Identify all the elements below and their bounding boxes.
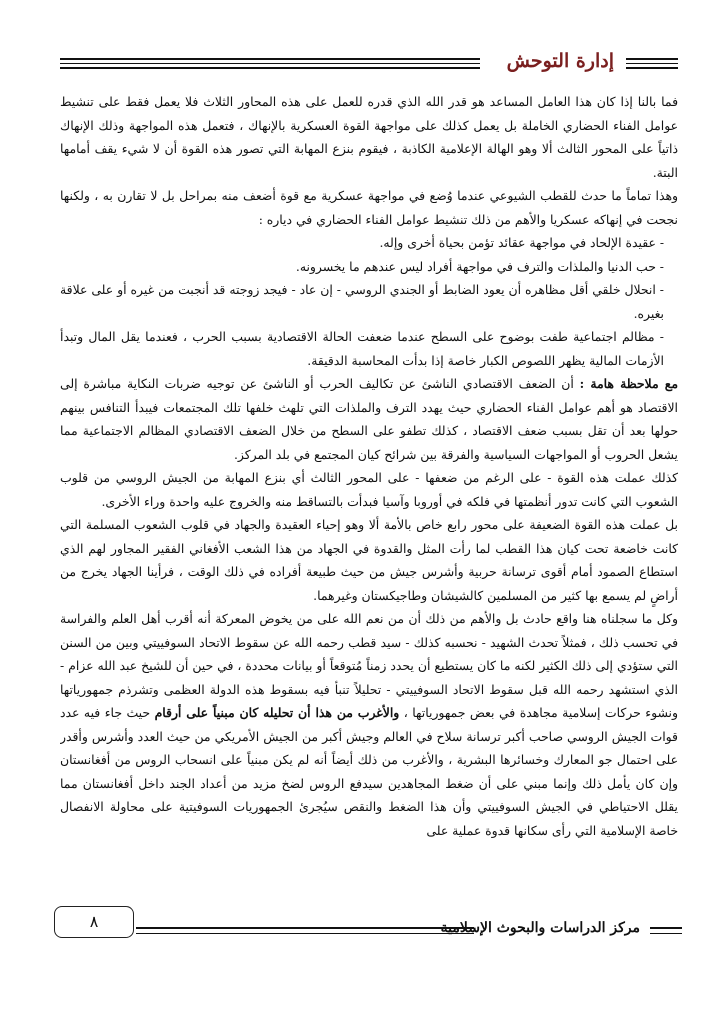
paragraph-5-part-b: حيث جاء فيه عدد قوات الجيش الروسي صاحب أكبر ترسانة سلاح في العالم وجيش أكبر من الجيش الأمريكي من حيث العدد وأشرس وأقدر على احتمال جو المعارك وخسائرها البشرية ، والأغرب من ذلك أيضاً أنه لم يكن مبنياً على انسحاب الروس من أفغانستان وإن كان يأمل ذلك وإنما مبني على أن ضغط المجاهدين سيدفع الروس لضخ مزيد من أعداد الجند داخل أفغانستان مما يقلل الاحتياطي في الجيش السوفييتي وأن هذا الضغط والنقص سيُجرئ الجمهوريات السوفيتية على محاولة الانفصال خاصة الإسلامية التي رأى سكانها قدوة عملية على	[60, 705, 678, 838]
header-rule-left	[60, 58, 480, 69]
paragraph-3: كذلك عملت هذه القوة - على الرغم من ضعفها - على المحور الثالث أي بنزع المهابة من الجيش الروسي من قلوب الشعوب التي كانت تدور أنظمتها في فلكه في أوروبا وآسيا فبدأت بالتساقط منه والخروج عليه واحدة وراء الأخرى.	[60, 470, 678, 509]
paragraph-5-bold: والأغرب من هذا أن تحليله كان مبنياً على أرقام	[154, 705, 400, 720]
page-number: ٨	[54, 906, 134, 938]
header-title: إدارة التوحش	[501, 50, 620, 72]
footer-rule-right	[650, 927, 682, 936]
paragraph-1: فما بالنا إذا كان هذا العامل المساعد هو قدر الله الذي قدره للعمل على هذه المحاور الثلاث فلا يعمل فقط على تنشيط عوامل الفناء الحضاري الخاملة بل يعمل كذلك على مواجهة القوة العسكرية بالإنهاك ، فتعمل هذه المواجهة وذلك الإنهاك ذاتياً على المحور الثالث ألا وهو الهالة الإعلامية الكاذبة ، فيقوم بنزع المهابة التي تصور هذه القوة أن لا شيء يقف أمامها البتة.	[60, 94, 678, 180]
bullet-social-injustice: - مظالم اجتماعية طفت بوضوح على السطح عندما ضعفت الحالة الاقتصادية بسبب الحرب ، فعندما يقل المال وتبدأ الأزمات المالية يظهر اللصوص الكبار خاصة إذا بدأت المحاسبة الدقيقة.	[60, 329, 664, 368]
footer-rule-middle	[136, 927, 474, 936]
publisher-name: مركز الدراسات والبحوث الإسلامية	[440, 920, 640, 936]
page-footer	[52, 900, 682, 960]
page-header	[60, 48, 678, 88]
page-body	[60, 90, 678, 885]
paragraph-5	[60, 607, 678, 842]
important-note-text: أن الضعف الاقتصادي الناشئ عن تكاليف الحرب أو الناشئ عن توجيه ضربات النكاية مباشرة إلى الاقتصاد هو أهم عوامل الفناء الحضاري حيث يهدد الترف والملذات التي تلهث خلفها تلك المجتمعات فيبدأ التنافس بينهم حولها بعد أن تقل بسبب ضعف الاقتصاد ، كذلك تطفو على السطح من خلال الضعف الاقتصادي المظالم الاجتماعية مما يشعل الحروب أو المواجهات السياسية والفرقة بين شرائح كيان المجتمع في بلد المركز.	[60, 376, 678, 462]
paragraph-2: وهذا تماماً ما حدث للقطب الشيوعي عندما وُضع في مواجهة عسكرية مع قوة أضعف منه بمراحل بل لا تقارن به ، ولكنها نجحت في إنهاكه عسكريا والأهم من ذلك تنشيط عوامل الفناء الحضاري في دياره :	[60, 188, 678, 227]
paragraph-5-part-a: وكل ما سجلناه هنا واقع حادث بل والأهم من ذلك أن من نعم الله على من يخوض المعركة أنه أقرب أهل العلم والفراسة في تحسب ذلك ، فمثلاً تحدث الشهيد - نحسبه كذلك - سيد قطب رحمه الله عن سقوط الاتحاد السوفييتي وبين من السنن التي ستؤدي إلى ذلك الكثير لكنه ما كان يستطيع أن يحدد زمناً مُتوقعاً أو بيانات محددة ، في حين أن للشيخ عبد الله عزام - الذي استشهد رحمه الله قبل سقوط الاتحاد السوفييتي - تحليلاً تنبأ فيه بسقوط هذه الدولة العظمى وتشرذم جمهورياتها ونشوء حركات إسلامية مجاهدة في بعض جمهورياتها ،	[60, 611, 678, 720]
bullet-atheism: - عقيدة الإلحاد في مواجهة عقائد تؤمن بحياة أخرى وإله.	[379, 235, 664, 250]
bullet-worldly-love: - حب الدنيا والملذات والترف في مواجهة أفراد ليس عندهم ما يخسرونه.	[295, 258, 664, 274]
important-note-label: مع ملاحظة هامة :	[579, 376, 678, 391]
paragraph-4: بل عملت هذه القوة الضعيفة على محور رابع خاص بالأمة ألا وهو إحياء العقيدة والجهاد في قلوب الشعوب المسلمة التي كانت خاضعة تحت كيان هذا القطب لما رأت المثل والقدوة في الجهاد من هذا الشعب الأفغاني الفقير المجاور لهم الذي استطاع الصمود أمام أقوى ترسانة حربية وأشرس جيش من حيث طبيعة أفراده في ذلك الوقت ، فرأينا الجهاد يخرج من أراضٍ لم يسمع بها كثير من المسلمين كالشيشان وطاجيكستان وغيرهما.	[60, 517, 678, 603]
bullet-moral-decay: - انحلال خلقي أقل مظاهره أن يعود الضابط أو الجندي الروسي - إن عاد - فيجد زوجته قد أنجبت من غيره أو على علاقة بغيره.	[60, 282, 664, 321]
important-note-paragraph	[60, 372, 678, 466]
header-rule-right	[626, 58, 678, 69]
